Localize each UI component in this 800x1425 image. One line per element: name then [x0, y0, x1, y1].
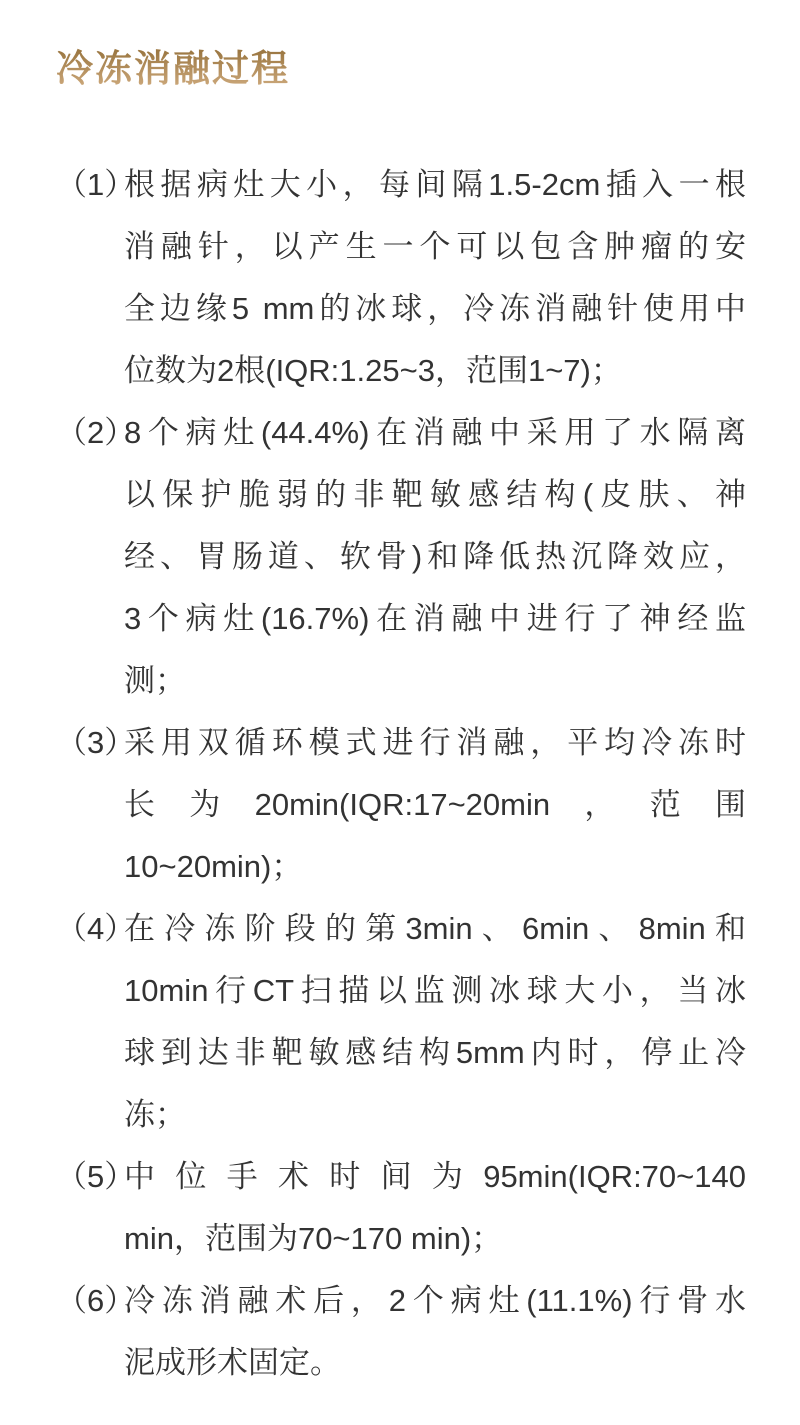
list-item	[56, 898, 746, 1146]
list-item	[56, 1270, 746, 1394]
list-item-number: （1）	[56, 167, 136, 202]
list-item-line: 以保护脆弱的非靶敏感结构(皮肤、神	[124, 477, 746, 512]
list-item-line: min，范围为70~170 min)；	[124, 1221, 503, 1256]
list-item-body	[124, 402, 746, 712]
list-item-line: 在冷冻阶段的第3min、6min、8min和	[124, 911, 746, 946]
list-item-line: 球到达非靶敏感结构5mm内时，停止冷	[124, 1035, 746, 1070]
list-item-line: 测；	[124, 663, 186, 698]
procedure-list	[56, 154, 746, 1394]
list-item-line: 经、胃肠道、软骨)和降低热沉降效应，	[124, 539, 746, 574]
list-item-line: 8个病灶(44.4%)在消融中采用了水隔离	[124, 415, 746, 450]
list-item-number: （5）	[56, 1159, 136, 1194]
list-item-body	[124, 712, 746, 898]
list-item-line: 全边缘5 mm的冰球，冷冻消融针使用中	[124, 291, 746, 326]
list-item-body	[124, 154, 746, 402]
list-item-line: 10min行CT扫描以监测冰球大小，当冰	[124, 973, 746, 1008]
list-item-line: 长为20min(IQR:17~20min，范围	[124, 787, 746, 822]
list-item-number: （6）	[56, 1283, 136, 1318]
list-item-line: 冻；	[124, 1097, 186, 1132]
list-item	[56, 712, 746, 898]
list-item-line: 消融针，以产生一个可以包含肿瘤的安	[124, 229, 746, 264]
list-item-number: （2）	[56, 415, 136, 450]
list-item-line: 冷冻消融术后，2个病灶(11.1%)行骨水	[124, 1283, 746, 1318]
list-item-line: 10~20min)；	[124, 849, 303, 884]
list-item-line: 位数为2根(IQR:1.25~3，范围1~7)；	[124, 353, 622, 388]
list-item-line: 根据病灶大小，每间隔1.5-2cm插入一根	[124, 167, 746, 202]
list-item-body	[124, 898, 746, 1146]
list-item-body	[124, 1146, 746, 1270]
list-item-body	[124, 1270, 746, 1394]
list-item-number: （3）	[56, 725, 136, 760]
list-item-line: 3个病灶(16.7%)在消融中进行了神经监	[124, 601, 746, 636]
list-item	[56, 154, 746, 402]
list-item-line: 泥成形术固定。	[124, 1345, 341, 1380]
list-item	[56, 402, 746, 712]
list-item-line: 中位手术时间为95min(IQR:70~140	[124, 1159, 746, 1194]
list-item	[56, 1146, 746, 1270]
list-item-line: 采用双循环模式进行消融，平均冷冻时	[124, 725, 746, 760]
list-item-number: （4）	[56, 911, 136, 946]
page-title: 冷冻消融过程	[56, 48, 746, 92]
